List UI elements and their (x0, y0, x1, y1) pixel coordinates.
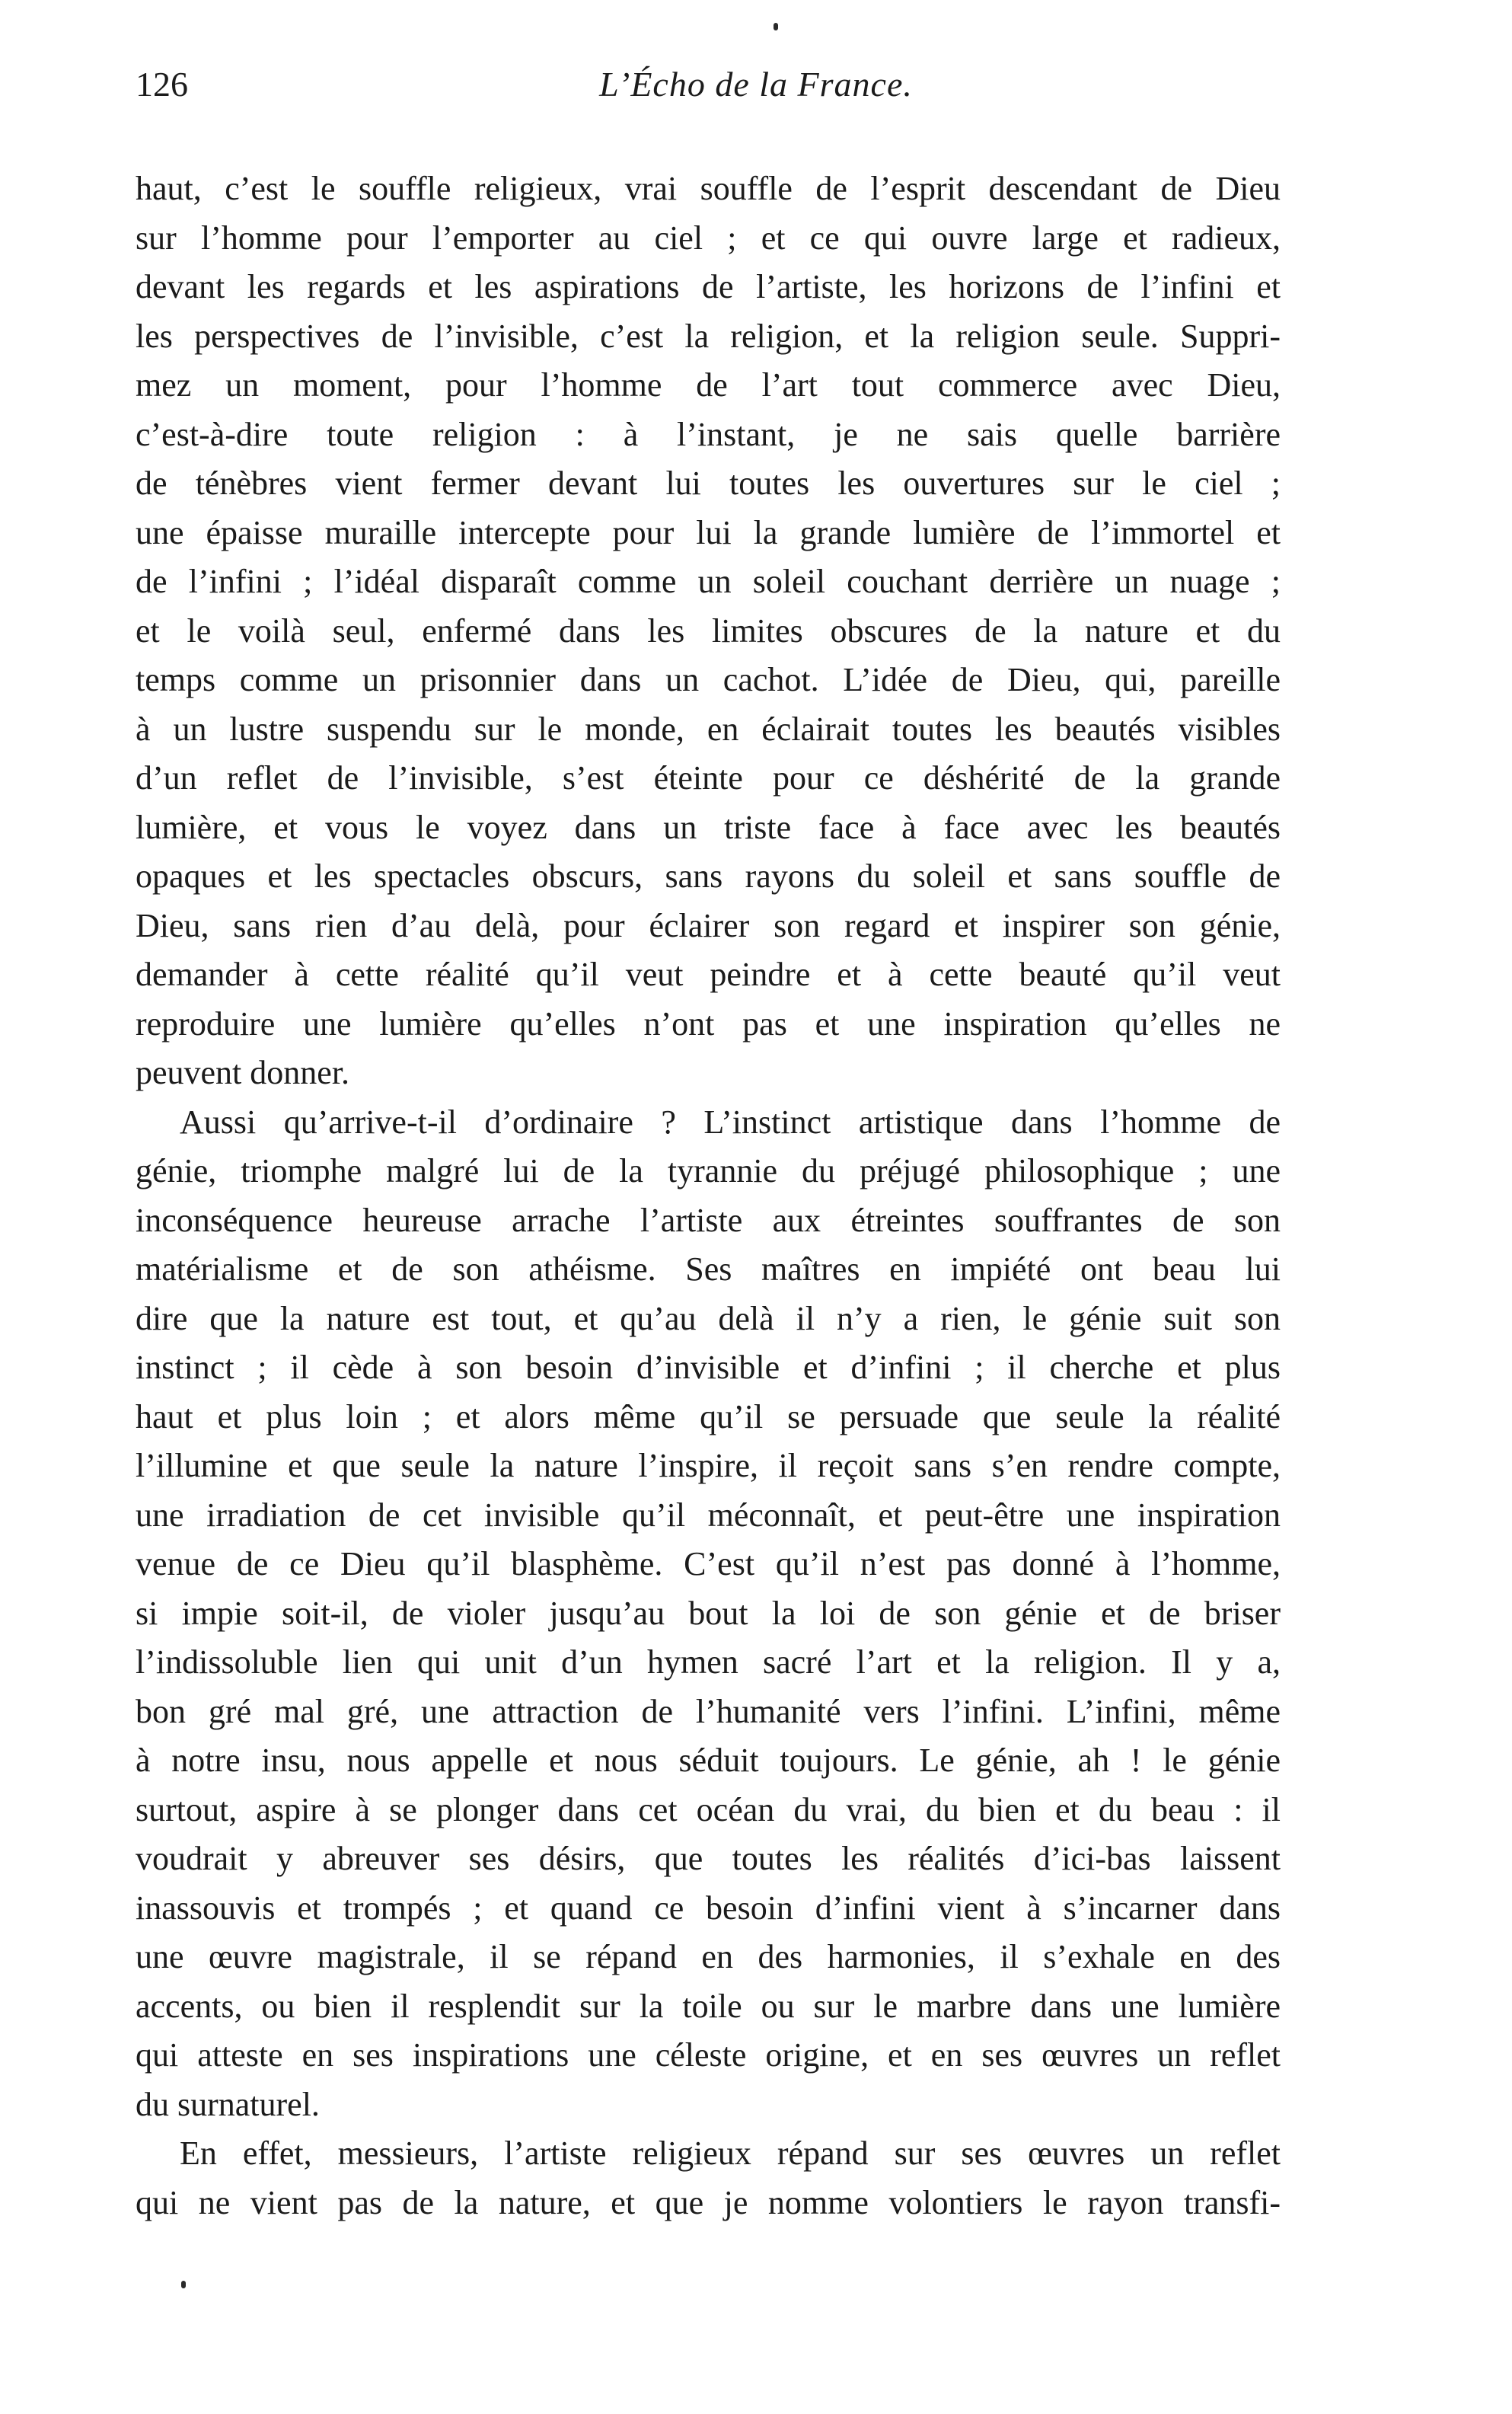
text-line: l’illumine et que seule la nature l’inspire, il reçoit sans s’en rendre compte, (136, 1447, 1281, 1484)
text-line: de ténèbres vient fermer devant lui toutes les ouvertures sur le ciel ; (136, 465, 1281, 502)
text-line: l’indissoluble lien qui unit d’un hymen sacré l’art et la religion. Il y a, (136, 1643, 1281, 1681)
text-line: surtout, aspire à se plonger dans cet océan du vrai, du bien et du beau : il (136, 1790, 1281, 1828)
paragraph-end-line: peuvent donner. (136, 1054, 350, 1091)
text-line: temps comme un prisonnier dans un cachot. L’idée de Dieu, qui, pareille (136, 661, 1281, 698)
text-line: voudrait y abreuver ses désirs, que toutes les réalités d’ici-bas laissent (136, 1840, 1281, 1877)
paragraph-start-line: En effet, messieurs, l’artiste religieux répand sur ses œuvres un reflet (180, 2135, 1281, 2172)
text-line: dire que la nature est tout, et qu’au delà il n’y a rien, le génie suit son (136, 1299, 1281, 1337)
text-line: à notre insu, nous appelle et nous séduit toujours. Le génie, ah ! le génie (136, 1742, 1281, 1779)
text-line: opaques et les spectacles obscurs, sans rayons du soleil et sans souffle de (136, 857, 1281, 895)
text-line: inconséquence heureuse arrache l’artiste aux étreintes souffrantes de son (136, 1201, 1281, 1239)
text-line: devant les regards et les aspirations de l’artiste, les horizons de l’infini et (136, 268, 1281, 305)
text-line: instinct ; il cède à son besoin d’invisible et d’infini ; il cherche et plus (136, 1349, 1281, 1386)
page-number: 126 (136, 65, 188, 104)
ink-speck (181, 2281, 186, 2288)
text-line: c’est-à-dire toute religion : à l’instant, je ne sais quelle barrière (136, 415, 1281, 453)
text-line: sur l’homme pour l’emporter au ciel ; et ce qui ouvre large et radieux, (136, 219, 1281, 257)
text-line: venue de ce Dieu qu’il blasphème. C’est qu’il n’est pas donné à l’homme, (136, 1545, 1281, 1582)
text-line: génie, triomphe malgré lui de la tyrannie du préjugé philosophique ; une (136, 1152, 1281, 1189)
text-line: à un lustre suspendu sur le monde, en éclairait toutes les beautés visibles (136, 710, 1281, 748)
paragraph-end-line: du surnaturel. (136, 2085, 320, 2123)
text-line: demander à cette réalité qu’il veut peindre et à cette beauté qu’il veut (136, 956, 1281, 993)
text-line: une épaisse muraille intercepte pour lui la grande lumière de l’immortel et (136, 513, 1281, 551)
text-line: haut et plus loin ; et alors même qu’il se persuade que seule la réalité (136, 1397, 1281, 1435)
text-line: lumière, et vous le voyez dans un triste face à face avec les beautés (136, 808, 1281, 846)
text-line: mez un moment, pour l’homme de l’art tout commerce avec Dieu, (136, 366, 1281, 404)
text-line: qui ne vient pas de la nature, et que je nomme volontiers le rayon transfi- (136, 2183, 1281, 2221)
text-line: une irradiation de cet invisible qu’il méconnaît, et peut-être une inspiration (136, 1496, 1281, 1534)
body-text (136, 164, 1281, 2227)
text-line: reproduire une lumière qu’elles n’ont pas et une inspiration qu’elles ne (136, 1004, 1281, 1043)
text-line: de l’infini ; l’idéal disparaît comme un soleil couchant derrière un nuage ; (136, 563, 1281, 600)
text-line: les perspectives de l’invisible, c’est la religion, et la religion seule. Suppri- (136, 317, 1281, 355)
text-line: haut, c’est le souffle religieux, vrai souffle de l’esprit descendant de Dieu (136, 170, 1281, 207)
text-line: bon gré mal gré, une attraction de l’humanité vers l’infini. L’infini, même (136, 1692, 1281, 1730)
text-line: qui atteste en ses inspirations une céleste origine, et en ses œuvres un reflet (136, 2036, 1281, 2074)
paragraph-start-line: Aussi qu’arrive-t-il d’ordinaire ? L’instinct artistique dans l’homme de (180, 1103, 1281, 1141)
text-line: une œuvre magistrale, il se répand en des harmonies, il s’exhale en des (136, 1938, 1281, 1975)
ink-speck (774, 23, 778, 30)
text-line: inassouvis et trompés ; et quand ce besoin d’infini vient à s’incarner dans (136, 1889, 1281, 1927)
text-line: matérialisme et de son athéisme. Ses maîtres en impiété ont beau lui (136, 1250, 1281, 1288)
text-line: et le voilà seul, enfermé dans les limites obscures de la nature et du (136, 611, 1281, 650)
text-line: Dieu, sans rien d’au delà, pour éclairer son regard et inspirer son génie, (136, 906, 1281, 944)
text-line: si impie soit-il, de violer jusqu’au bout la loi de son génie et de briser (136, 1594, 1281, 1632)
text-line: accents, ou bien il resplendit sur la toile ou sur le marbre dans une lumière (136, 1987, 1281, 2025)
running-title: L’Écho de la France. (599, 65, 913, 104)
text-line: d’un reflet de l’invisible, s’est éteinte pour ce déshérité de la grande (136, 759, 1281, 797)
